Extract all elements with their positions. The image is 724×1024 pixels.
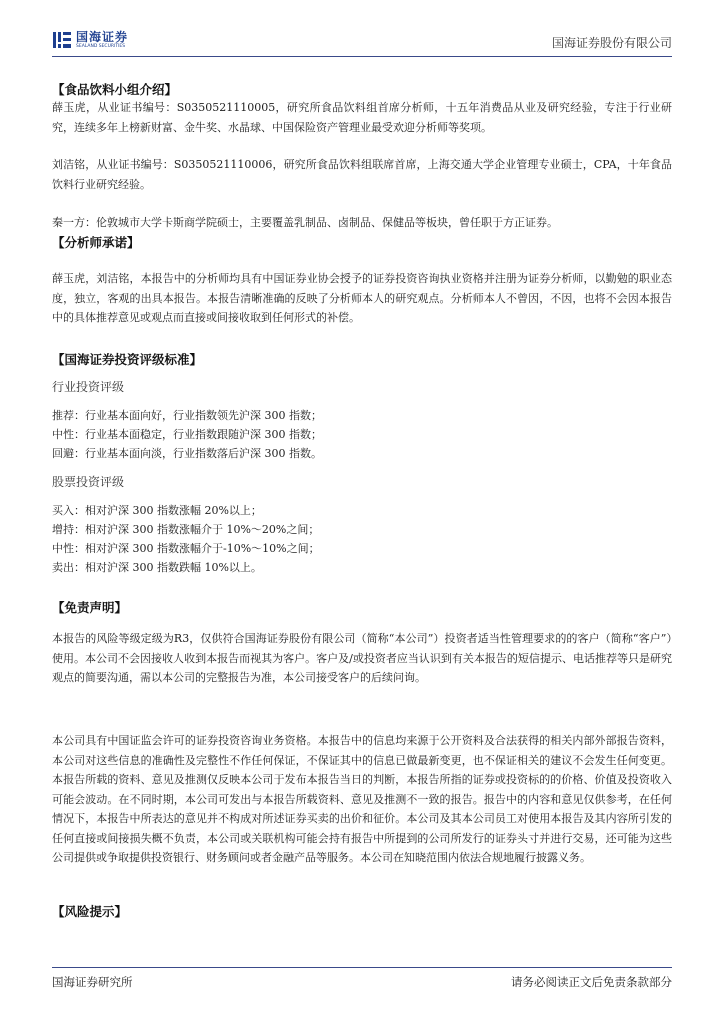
- logo-cn-text: 国海证券: [76, 29, 129, 44]
- disclaimer-paragraph-2: 本公司具有中国证监会许可的证券投资咨询业务资格。本报告中的信息均来源于公开资料及合法获得的相关内部外部报告资料，本公司对这些信息的准确性及完整性不作任何保证，不保证其中的信息已做最新变更，也不保证相关的建议不会发生任何变更。本报告所载的资料、意见及推测仅反映本公司于发布本报告当日的判断，本报告所指的证券或投资标的的价格、价值及投资收入可能会波动。在不同时期，本公司可发出与本报告所载资料、意见及推测不一致的报告。报告中的内容和意见仅供参考，在任何情况下，本报告中所表达的意见并不构成对所述证券买卖的出价和征价。本公司及其本公司员工对使用本报告及其内容所引发的任何直接或间接损失概不负责，本公司或关联机构可能会持有报告中所提到的公司所发行的证券头寸并进行交易，还可能为这些公司提供或争取提供投资银行、财务顾问或者金融产品等服务。本公司在知晓范围内依法合规地履行披露义务。: [52, 734, 672, 864]
- team-member-2: 刘洁铭，从业证书编号：S0350521110006，研究所食品饮料组联席首席，上海交通大学企业管理专业硕士，CPA，十年食品饮料行业研究经验。: [52, 158, 672, 191]
- footer-divider: [52, 967, 672, 968]
- footer-notice: 请务必阅读正文后免责条款部分: [511, 975, 672, 989]
- logo-en-text: SEALAND SECURITIES: [76, 43, 126, 49]
- industry-rating-item: 中性：行业基本面稳定，行业指数跟随沪深 300 指数；: [52, 428, 322, 441]
- company-logo: [52, 30, 128, 50]
- commit-paragraph: 薛玉虎，刘洁铭，本报告中的分析师均具有中国证券业协会授予的证券投资咨询执业资格并注册为证券分析师，以勤勉的职业态度，独立，客观的出具本报告。本报告清晰准确的反映了分析师本人的研究观点。分析师本人不曾因，不因，也将不会因本报告中的具体推荐意见或观点而直接或间接收取到任何形式的补偿。: [52, 272, 672, 324]
- team-member-3: 秦一方：伦敦城市大学卡斯商学院硕士，主要覆盖乳制品、卤制品、保健品等板块，曾任职于方正证券。: [52, 216, 558, 229]
- industry-rating-item: 回避：行业基本面向淡，行业指数落后沪深 300 指数。: [52, 447, 322, 460]
- stock-rating-item: 增持：相对沪深 300 指数涨幅介于 10%～20%之间；: [52, 523, 320, 536]
- stock-rating-item: 中性：相对沪深 300 指数涨幅介于-10%～10%之间；: [52, 542, 320, 555]
- disclaimer-paragraph-1: 本报告的风险等级定级为R3，仅供符合国海证券股份有限公司（简称“本公司”）投资者适当性管理要求的的客户（简称“客户”）使用。本公司不会因接收人收到本报告而视其为客户。客户及/或投资者应当认识到有关本报告的短信提示、电话推荐等只是研究观点的简要沟通，需以本公司的完整报告为准，本公司接受客户的后续问询。: [52, 632, 672, 684]
- rating-section-title: 【国海证券投资评级标准】: [52, 352, 203, 367]
- disclaimer-section-title: 【免责声明】: [52, 600, 128, 615]
- stock-rating-item: 卖出：相对沪深 300 指数跌幅 10%以上。: [52, 561, 262, 574]
- sealand-logo-icon: [52, 30, 72, 50]
- commit-section-title: 【分析师承诺】: [52, 235, 140, 250]
- page-header: [52, 28, 672, 57]
- team-section-title: 【食品饮料小组介绍】: [52, 82, 178, 97]
- stock-rating-item: 买入：相对沪深 300 指数涨幅 20%以上；: [52, 504, 262, 517]
- footer-institute: 国海证券研究所: [52, 975, 133, 989]
- stock-rating-subtitle: 股票投资评级: [52, 475, 125, 489]
- company-name: 国海证券股份有限公司: [551, 36, 672, 50]
- industry-rating-item: 推荐：行业基本面向好，行业指数领先沪深 300 指数；: [52, 409, 322, 422]
- risk-section-title: 【风险提示】: [52, 904, 128, 919]
- industry-rating-subtitle: 行业投资评级: [52, 380, 125, 394]
- team-member-1: 薛玉虎，从业证书编号：S0350521110005，研究所食品饮料组首席分析师，十五年消费品从业及研究经验，专注于行业研究，连续多年上榜新财富、金牛奖、水晶球、中国保险资产管理业最受欢迎分析师等奖项。: [52, 101, 672, 134]
